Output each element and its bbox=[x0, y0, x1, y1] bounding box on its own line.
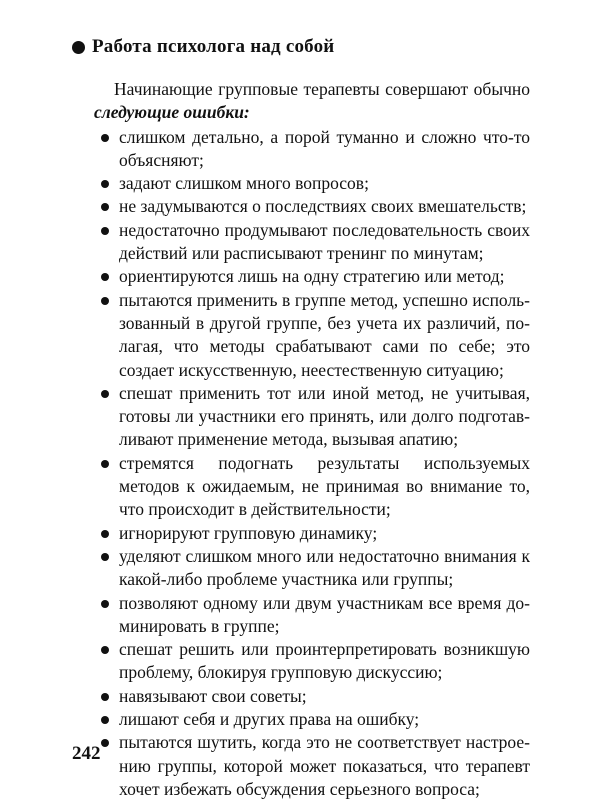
list-item bbox=[94, 592, 530, 639]
bullet-icon bbox=[101, 460, 109, 468]
list-item-text: игнорируют групповую динамику; bbox=[119, 522, 378, 543]
list-item bbox=[94, 172, 530, 195]
mistakes-list bbox=[94, 126, 530, 801]
list-item bbox=[94, 289, 530, 382]
bullet-icon bbox=[101, 203, 109, 211]
list-item-text: лишают себя и других права на ошибку; bbox=[119, 709, 420, 730]
list-item bbox=[94, 126, 530, 173]
list-item-text: пытаются применить в группе метод, успешно использованный в другой группе, без учета их различий, полагая, что методы срабатывают сами по себе; это создает искусственную, неестественную ситуацию; bbox=[119, 289, 530, 380]
intro-text: Начинающие групповые терапевты совершают обычно bbox=[114, 79, 530, 99]
list-item bbox=[94, 731, 530, 801]
list-item-text: позволяют одному или двум участникам все время доминировать в группе; bbox=[119, 592, 530, 636]
list-item-text: ориентируются лишь на одну стратегию или метод; bbox=[119, 266, 505, 287]
list-item bbox=[94, 219, 530, 266]
list-item bbox=[94, 382, 530, 452]
bullet-icon bbox=[101, 600, 109, 608]
bullet-icon bbox=[101, 227, 109, 235]
bullet-dot-icon bbox=[72, 41, 85, 54]
list-item bbox=[94, 545, 530, 592]
bullet-icon bbox=[101, 134, 109, 142]
bullet-icon bbox=[101, 646, 109, 654]
bullet-icon bbox=[101, 693, 109, 701]
intro-paragraph bbox=[94, 78, 530, 125]
list-item bbox=[94, 452, 530, 522]
bullet-icon bbox=[101, 390, 109, 398]
list-item bbox=[94, 195, 530, 218]
bullet-icon bbox=[101, 273, 109, 281]
bullet-icon bbox=[101, 553, 109, 561]
running-header bbox=[72, 36, 334, 58]
page-body bbox=[94, 78, 530, 801]
list-item-text: спешат применить тот или иной метод, не учитывая, готовы ли участники его принять, или долго подготавливают применение метода, вызывая апатию; bbox=[119, 382, 530, 450]
list-item-text: пытаются шутить, когда это не соответствует настроению группы, которой может показаться, что терапевт хочет избежать обсуждения серьезного вопроса; bbox=[119, 732, 530, 799]
bullet-icon bbox=[101, 297, 109, 305]
list-item bbox=[94, 522, 530, 545]
list-item bbox=[94, 265, 530, 288]
intro-emphasis: следующие ошибки: bbox=[94, 102, 250, 123]
bullet-icon bbox=[101, 716, 109, 724]
bullet-icon bbox=[101, 739, 109, 747]
list-item bbox=[94, 708, 530, 731]
bullet-icon bbox=[101, 530, 109, 538]
bullet-icon bbox=[101, 180, 109, 188]
list-item-text: навязывают свои советы; bbox=[119, 685, 307, 706]
list-item-text: недостаточно продумывают последовательность своих действий или расписывают тренинг по минутам; bbox=[119, 219, 530, 264]
list-item-text: уделяют слишком много или недостаточно внимания к какой-либо проблеме участника или группы; bbox=[119, 545, 530, 590]
list-item-text: стремятся подогнать результаты используемых методов к ожидаемым, не принимая во внимание то, что происходит в действительности; bbox=[119, 452, 530, 520]
list-item bbox=[94, 638, 530, 685]
list-item bbox=[94, 685, 530, 708]
list-item-text: спешат решить или проинтерпретировать возникшую проблему, блокируя групповую дискуссию; bbox=[119, 639, 530, 683]
list-item-text: задают слишком много вопросов; bbox=[119, 173, 369, 194]
list-item-text: слишком детально, а порой туманно и сложно что-то объясняют; bbox=[119, 126, 530, 170]
list-item-text: не задумываются о последствиях своих вмешательств; bbox=[119, 196, 527, 217]
running-header-title: Работа психолога над собой bbox=[92, 36, 335, 57]
page-number: 242 bbox=[72, 743, 101, 764]
